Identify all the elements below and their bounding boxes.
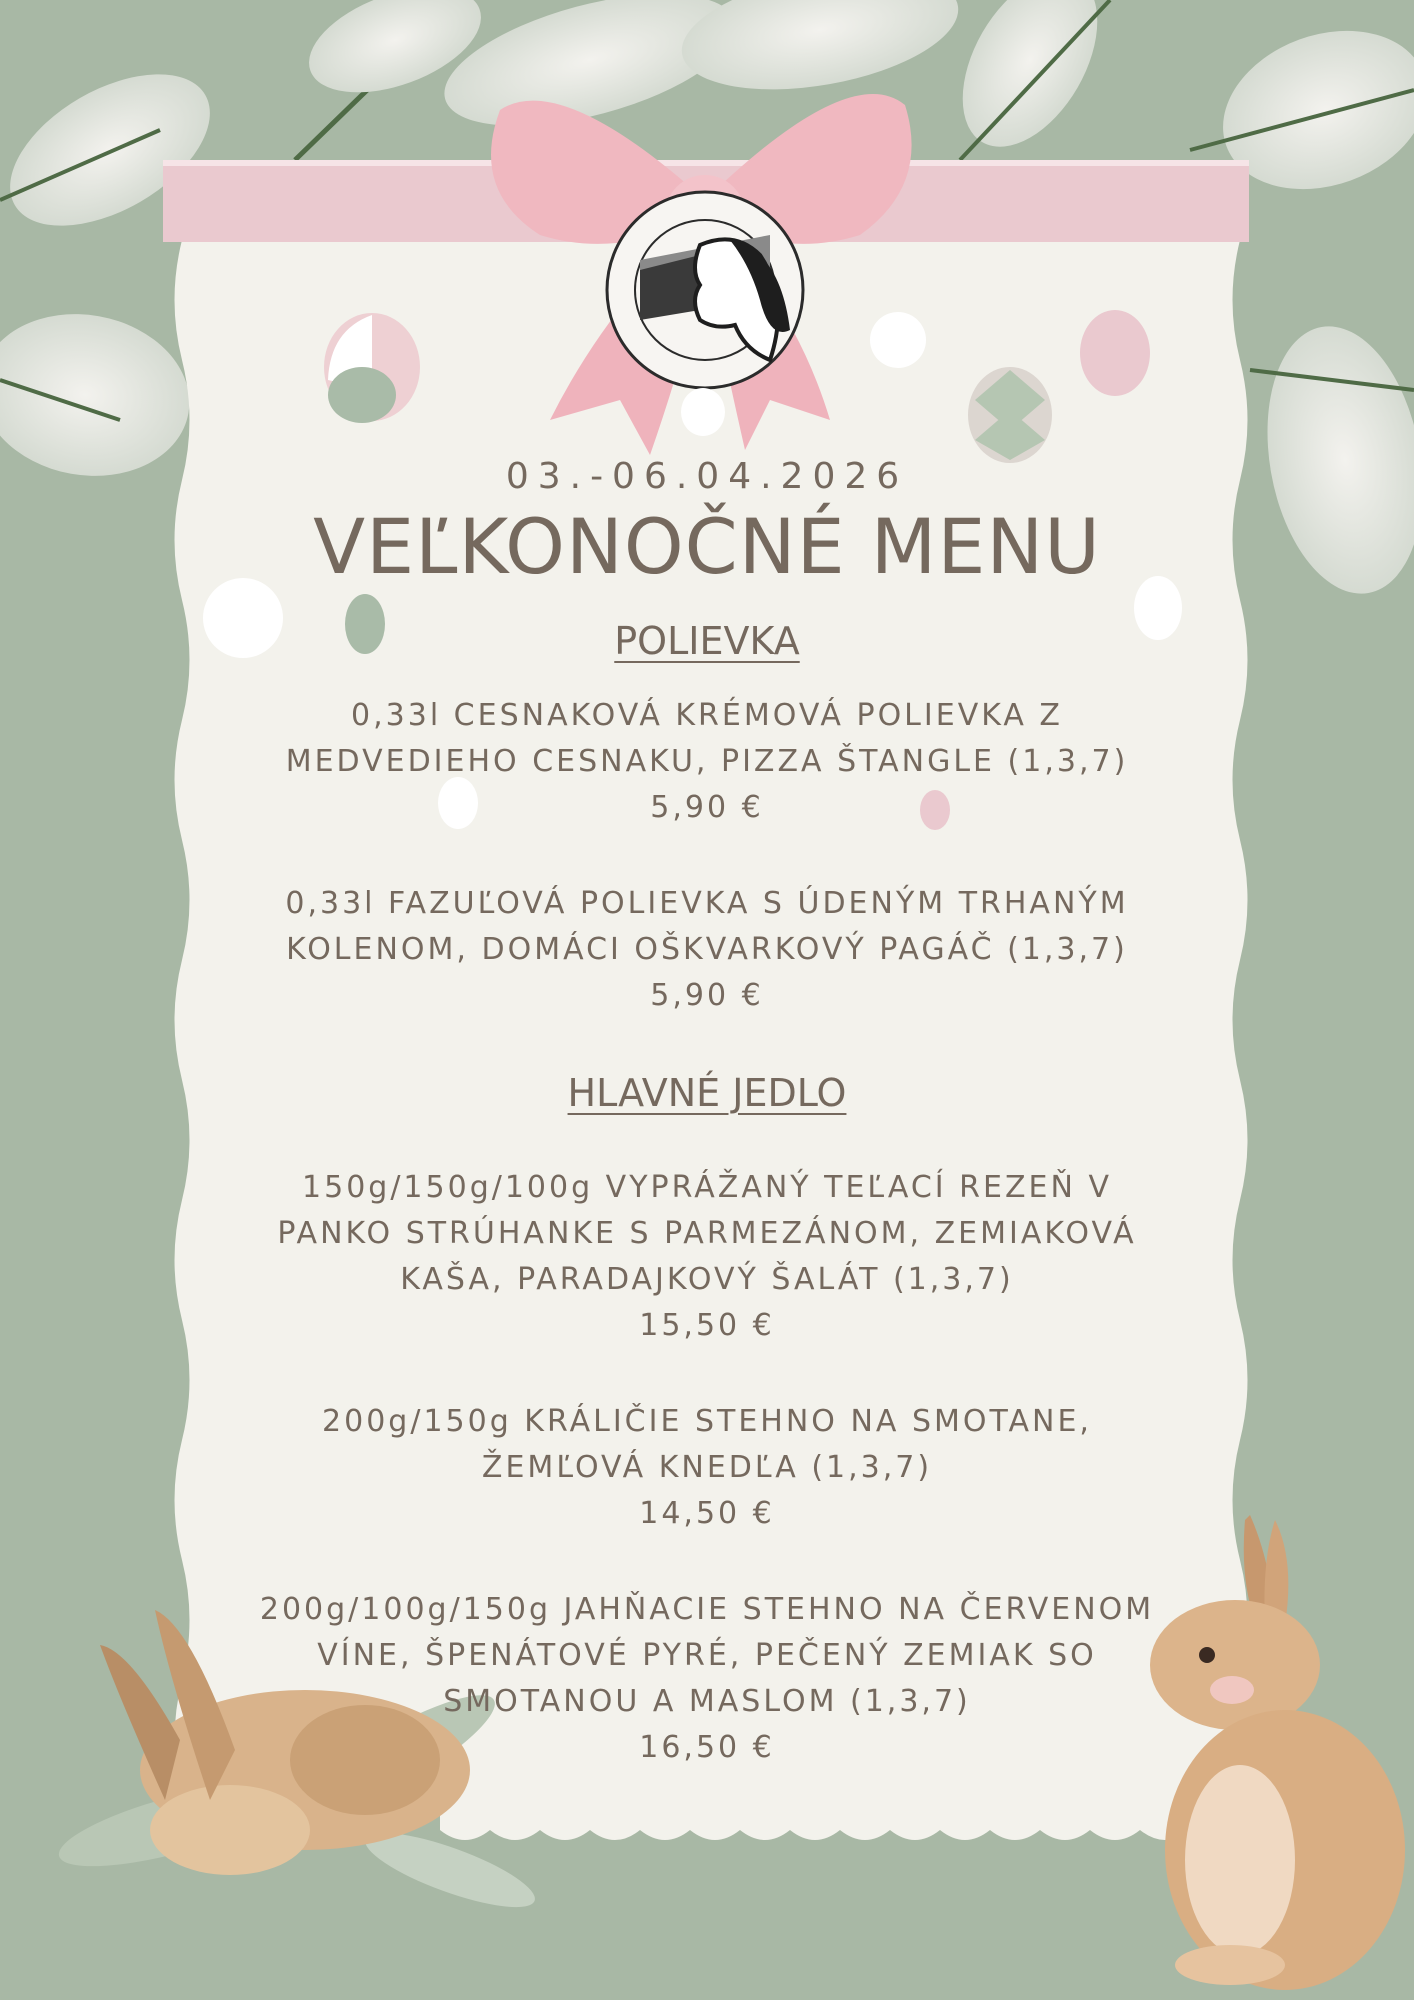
menu-item-price: 16,50 € (639, 1730, 775, 1765)
menu-content (170, 440, 1244, 1771)
menu-item-price: 5,90 € (650, 978, 764, 1013)
menu-item-price: 15,50 € (639, 1308, 775, 1343)
menu-item: 0,33l FAZUĽOVÁ POLIEVKA S ÚDENÝM TRHANÝM KOLENOM, DOMÁCI OŠKVARKOVÝ PAGÁČ (1,3,7) 5,90 € (170, 881, 1244, 1019)
menu-item-price: 14,50 € (639, 1496, 775, 1531)
section-polievka (170, 591, 1244, 1019)
section-hlavne-jedlo (170, 1019, 1244, 1771)
logo-badge (607, 192, 803, 388)
menu-item: 200g/100g/150g JAHŇACIE STEHNO NA ČERVENOM VÍNE, ŠPENÁTOVÉ PYRÉ, PEČENÝ ZEMIAK SO SMOTANOU A MASLOM (1,3,7) 16,50 € (170, 1587, 1244, 1771)
menu-title: VEĽKONOČNÉ MENU (313, 502, 1101, 591)
menu-item: 0,33l CESNAKOVÁ KRÉMOVÁ POLIEVKA Z MEDVEDIEHO CESNAKU, PIZZA ŠTANGLE (1,3,7) 5,90 € (170, 693, 1244, 831)
menu-item: 200g/150g KRÁLIČIE STEHNO NA SMOTANE, ŽEMĽOVÁ KNEDĽA (1,3,7) 14,50 € (170, 1399, 1244, 1537)
menu-date: 03.-06.04.2026 (505, 456, 909, 497)
menu-item: 150g/150g/100g VYPRÁŽANÝ TEĽACÍ REZEŇ V PANKO STRÚHANKE S PARMEZÁNOM, ZEMIAKOVÁ KAŠA, PARADAJKOVÝ ŠALÁT (1,3,7) 15,50 € (170, 1165, 1244, 1349)
section-heading: HLAVNÉ JEDLO (567, 1071, 847, 1115)
leaf-branch-top (295, 0, 1125, 170)
menu-item-price: 5,90 € (650, 790, 764, 825)
section-heading: POLIEVKA (614, 619, 800, 663)
